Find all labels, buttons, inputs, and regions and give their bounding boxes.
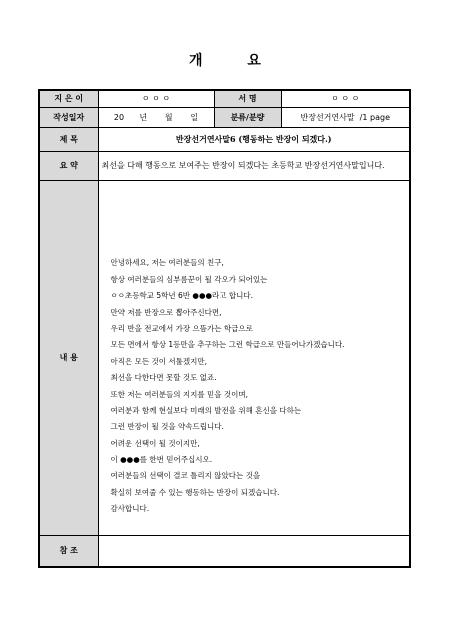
date-label: 작성일자	[39, 107, 98, 127]
subject-value: 반장선거연사말6 (행동하는 반장이 되겠다.)	[98, 127, 410, 151]
category-value: 반장선거연사말 /1 page	[281, 107, 410, 127]
content-line: 어려운 선택이 될 것이지만,	[110, 438, 200, 448]
content-line: 항상 여러분들의 심부름꾼이 될 각오가 되어있는	[110, 274, 268, 284]
content-line: 또한 저는 여러분들의 지지를 믿을 것이며,	[110, 389, 248, 399]
content-line: 여러분들의 선택이 결코 틀리지 않았다는 것을	[110, 471, 261, 481]
content-line: 만약 저를 반장으로 뽑아주신다면,	[110, 307, 222, 317]
content-line: 감사합니다.	[110, 504, 150, 514]
page-title: 개 요	[189, 53, 281, 69]
content-line: 우리 반을 전교에서 가장 으뜸가는 학급으로	[110, 323, 253, 333]
content-label: 내 용	[39, 180, 98, 535]
content-line: 모든 면에서 항상 1등만을 추구하는 그런 학급으로 만들어나가겠습니다.	[110, 340, 345, 350]
overview-form	[38, 89, 411, 568]
content-line: 그런 반장이 될 것을 약속드립니다.	[110, 422, 224, 432]
date-value: 20 년 월 일	[98, 107, 214, 127]
content-line: 안녕하세요, 저는 여러분들의 친구,	[110, 258, 224, 268]
signature-label: 서 명	[214, 90, 281, 107]
author-label: 지 은 이	[39, 90, 98, 107]
category-label: 분류/분량	[214, 107, 281, 127]
content-lines	[102, 197, 407, 517]
reference-value	[98, 535, 410, 567]
content-line: 이 ●●●를 한번 믿어주십시오.	[110, 455, 213, 465]
reference-label: 참 조	[39, 535, 98, 567]
summary-value: 최선을 다해 행동으로 보여주는 반장이 되겠다는 초등학교 반장선거연사말입니다.	[98, 151, 410, 180]
signature-value: ㅇ ㅇ ㅇ	[281, 90, 410, 107]
content-line: 확실히 보여줄 수 있는 행동하는 반장이 되겠습니다.	[110, 487, 280, 497]
summary-label: 요 약	[39, 151, 98, 180]
author-value: ㅇ ㅇ ㅇ	[98, 90, 214, 107]
subject-label: 제 목	[39, 127, 98, 151]
content-line: 아직은 모든 것이 서툴겠지만,	[110, 356, 207, 366]
content-line: 여러분과 함께 현실보다 미래의 발전을 위해 혼신을 다하는	[110, 405, 302, 415]
content-body	[98, 180, 410, 535]
content-line: 최선을 다한다면 못할 것도 없죠.	[110, 373, 217, 383]
content-line: ㅇㅇ초등학교 5학년 6반 ●●●라고 합니다.	[110, 291, 254, 301]
